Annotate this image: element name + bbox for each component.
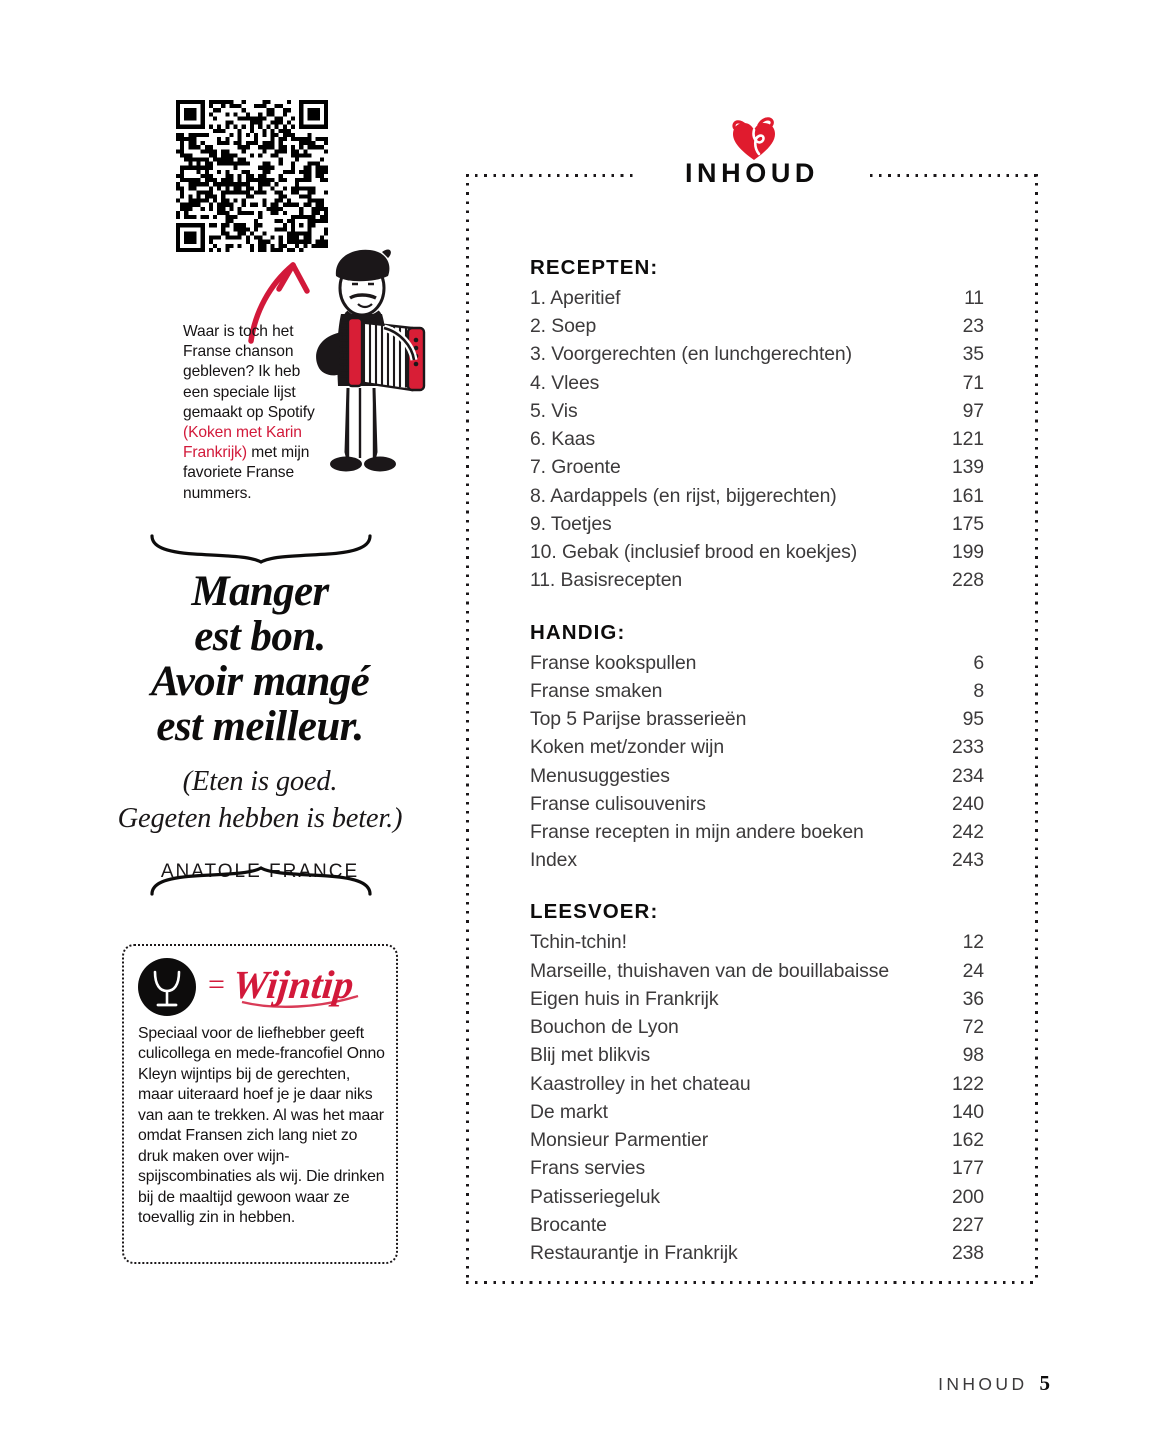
toc-entry-page: 242 xyxy=(951,820,984,843)
toc-entry-label: Tchin-tchin! xyxy=(530,931,627,954)
toc-entry-label: 9. Toetjes xyxy=(530,512,612,535)
toc-entry-label: Frans servies xyxy=(530,1157,646,1180)
toc-border-right xyxy=(1035,174,1038,1284)
toc-entry-page: 234 xyxy=(951,764,984,787)
toc-entry-page: 95 xyxy=(962,708,984,731)
toc-entry[interactable] xyxy=(530,957,986,985)
toc-entry-page: 177 xyxy=(951,1157,984,1180)
toc-entry-label: Franse kookspullen xyxy=(530,651,697,674)
toc-entry-label: Index xyxy=(530,849,577,872)
toc-entry[interactable] xyxy=(530,985,986,1013)
toc-entry-label: Eigen huis in Frankrijk xyxy=(530,987,719,1010)
quote-translation xyxy=(100,763,420,838)
toc-entry-page: 36 xyxy=(962,987,984,1010)
quote-main xyxy=(100,570,420,750)
toc-entry-page: 121 xyxy=(951,428,984,451)
wine-glass-icon xyxy=(138,958,196,1016)
toc-entry-label: Blij met blikvis xyxy=(530,1044,651,1067)
winetip-box xyxy=(122,944,398,1264)
quote-translation-line-1: (Eten is goed. xyxy=(182,765,338,797)
toc-entry[interactable] xyxy=(530,705,986,733)
winetip-label xyxy=(234,954,384,1016)
toc-entry-label: Franse culisouvenirs xyxy=(530,792,706,815)
toc-entry-page: 98 xyxy=(962,1044,984,1067)
toc-entry[interactable] xyxy=(530,538,986,566)
toc-entry[interactable] xyxy=(530,1183,986,1211)
footer-label: INHOUD xyxy=(938,1374,1028,1394)
left-column xyxy=(0,0,450,1440)
toc-title: INHOUD xyxy=(684,158,820,188)
toc-entry[interactable] xyxy=(530,846,986,874)
toc-sections xyxy=(530,256,986,1267)
toc-entry-label: Franse recepten in mijn andere boeken xyxy=(530,820,864,843)
quote-line-4: est meilleur. xyxy=(156,702,364,750)
toc-entry[interactable] xyxy=(530,566,986,594)
toc-entry-page: 161 xyxy=(951,484,984,507)
toc-entry-label: Patisseriegeluk xyxy=(530,1185,660,1208)
svg-text:Wijntip: Wijntip xyxy=(234,962,356,1007)
toc-section-heading: HANDIG: xyxy=(530,620,626,644)
toc-entry-label: Koken met/zonder wijn xyxy=(530,736,725,759)
toc-entry-label: Franse smaken xyxy=(530,679,663,702)
toc-entry[interactable] xyxy=(530,340,986,368)
toc-entry-label: 10. Gebak (inclusief brood en koekjes) xyxy=(530,541,858,564)
toc-entry-page: 240 xyxy=(951,792,984,815)
quote-line-2: est bon. xyxy=(194,612,326,660)
toc-entry-label: Bouchon de Lyon xyxy=(530,1016,679,1039)
toc-entry-label: Menusuggesties xyxy=(530,764,670,787)
toc-entry[interactable] xyxy=(530,1070,986,1098)
toc-entry-label: 5. Vis xyxy=(530,399,578,422)
toc-entry[interactable] xyxy=(530,482,986,510)
toc-entry-label: Top 5 Parijse brasserieën xyxy=(530,708,747,731)
toc-entry-label: 8. Aardappels (en rijst, bijgerechten) xyxy=(530,484,837,507)
toc-entry[interactable] xyxy=(530,1154,986,1182)
toc-entry-label: Brocante xyxy=(530,1213,607,1236)
toc-entry-page: 122 xyxy=(951,1072,984,1095)
qr-code[interactable] xyxy=(176,100,328,252)
toc-entry-page: 8 xyxy=(973,679,984,702)
toc-entry-page: 200 xyxy=(951,1185,984,1208)
toc-entry-label: Restaurantje in Frankrijk xyxy=(530,1242,738,1265)
toc-entry-page: 23 xyxy=(962,315,984,338)
toc-entry-label: Monsieur Parmentier xyxy=(530,1129,709,1152)
chanson-note-part1: Waar is toch het Franse chanson gebleven? Ik heb een speciale lijst gemaakt op Spotify xyxy=(183,323,315,421)
toc-entry-label: 4. Vlees xyxy=(530,371,600,394)
toc-entry-page: 12 xyxy=(962,931,984,954)
toc-entry[interactable] xyxy=(530,928,986,956)
toc-entry[interactable] xyxy=(530,1239,986,1267)
footer-page-number: 5 xyxy=(1039,1371,1050,1395)
toc-entry[interactable] xyxy=(530,1211,986,1239)
toc-entry-page: 228 xyxy=(951,569,984,592)
quote-line-3: Avoir mangé xyxy=(150,657,370,705)
toc-section-heading: RECEPTEN: xyxy=(530,256,659,279)
chanson-note xyxy=(183,322,319,504)
toc-section xyxy=(530,900,986,1267)
toc-entry-page: 139 xyxy=(951,456,984,479)
toc-entry-page: 175 xyxy=(951,512,984,535)
toc-entry[interactable] xyxy=(530,762,986,790)
quote-line-1: Manger xyxy=(191,568,329,615)
toc-border-left xyxy=(466,174,469,1284)
toc-entry-label: 1. Aperitief xyxy=(530,287,621,309)
toc-entry-label: 11. Basisrecepten xyxy=(530,569,683,592)
toc-entry[interactable] xyxy=(530,1126,986,1154)
toc-entry-page: 11 xyxy=(964,287,984,309)
toc-entry[interactable] xyxy=(530,790,986,818)
toc-entry[interactable] xyxy=(530,677,986,705)
toc-entry-label: 3. Voorgerechten (en lunchgerechten) xyxy=(530,343,852,366)
toc-entry-page: 35 xyxy=(962,343,984,366)
toc-box xyxy=(466,158,1038,1284)
toc-section xyxy=(530,621,986,875)
toc-entry[interactable] xyxy=(530,312,986,340)
toc-section-heading: LEESVOER: xyxy=(530,900,659,924)
decorative-brace-top xyxy=(150,530,372,564)
chanson-note-highlight: (Koken met Karin Frankrijk) xyxy=(183,423,302,462)
toc-entry-page: 6 xyxy=(973,651,984,674)
toc-border-bottom xyxy=(466,1281,1038,1284)
page-footer xyxy=(938,1371,1050,1396)
toc-entry[interactable] xyxy=(530,284,986,312)
toc-entry[interactable] xyxy=(530,397,986,425)
winetip-header xyxy=(138,958,384,1018)
toc-entry-page: 199 xyxy=(951,541,984,564)
toc-entry-page: 71 xyxy=(962,371,984,394)
toc-entry-label: De markt xyxy=(530,1100,608,1123)
toc-entry[interactable] xyxy=(530,425,986,453)
toc-entry-page: 227 xyxy=(951,1213,984,1236)
toc-entry[interactable] xyxy=(530,818,986,846)
toc-entry[interactable] xyxy=(530,510,986,538)
toc-entry-label: 7. Groente xyxy=(530,456,621,479)
toc-entry[interactable] xyxy=(530,1013,986,1041)
decorative-brace-bottom xyxy=(150,866,372,900)
toc-entry-page: 243 xyxy=(951,849,984,872)
toc-entry[interactable] xyxy=(530,1098,986,1126)
chanson-note-part2: met mijn favoriete Franse nummers. xyxy=(183,444,310,502)
toc-entry-page: 140 xyxy=(951,1100,984,1123)
toc-entry-page: 238 xyxy=(951,1242,984,1265)
toc-entry-page: 162 xyxy=(951,1129,984,1152)
toc-entry-label: Marseille, thuishaven van de bouillabaisse xyxy=(530,959,890,982)
toc-entry[interactable] xyxy=(530,733,986,761)
quote-block xyxy=(100,570,420,883)
toc-entry-page: 24 xyxy=(962,959,984,982)
toc-entry-page: 97 xyxy=(962,399,984,422)
winetip-body: Speciaal voor de liefhebber geeft culicollega en mede-francofiel Onno Kleyn wijntips bij de gerechten, maar uiteraard hoef je je daar niks van aan te trekken. Al was het maar omdat Fransen zich lang niet zo druk maken over wijn-spijscombinaties als wij. Die drinken bij de maaltijd gewoon waar ze toevallig zin in hebben. xyxy=(138,1025,385,1227)
toc-entry-label: 6. Kaas xyxy=(530,428,596,451)
toc-entry[interactable] xyxy=(530,369,986,397)
toc-entry[interactable] xyxy=(530,453,986,481)
qr-code-image xyxy=(176,100,328,252)
toc-section xyxy=(530,256,986,595)
toc-entry-label: Kaastrolley in het chateau xyxy=(530,1072,751,1095)
quote-translation-line-2: Gegeten hebben is beter.) xyxy=(117,803,403,835)
equals-sign: = xyxy=(208,968,225,1001)
toc-entry-page: 72 xyxy=(962,1016,984,1039)
toc-entry-page: 233 xyxy=(951,736,984,759)
quote-author: ANATOLE FRANCE xyxy=(160,861,360,883)
toc-entry[interactable] xyxy=(530,649,986,677)
toc-entry-label: 2. Soep xyxy=(530,315,597,338)
toc-entry[interactable] xyxy=(530,1041,986,1069)
